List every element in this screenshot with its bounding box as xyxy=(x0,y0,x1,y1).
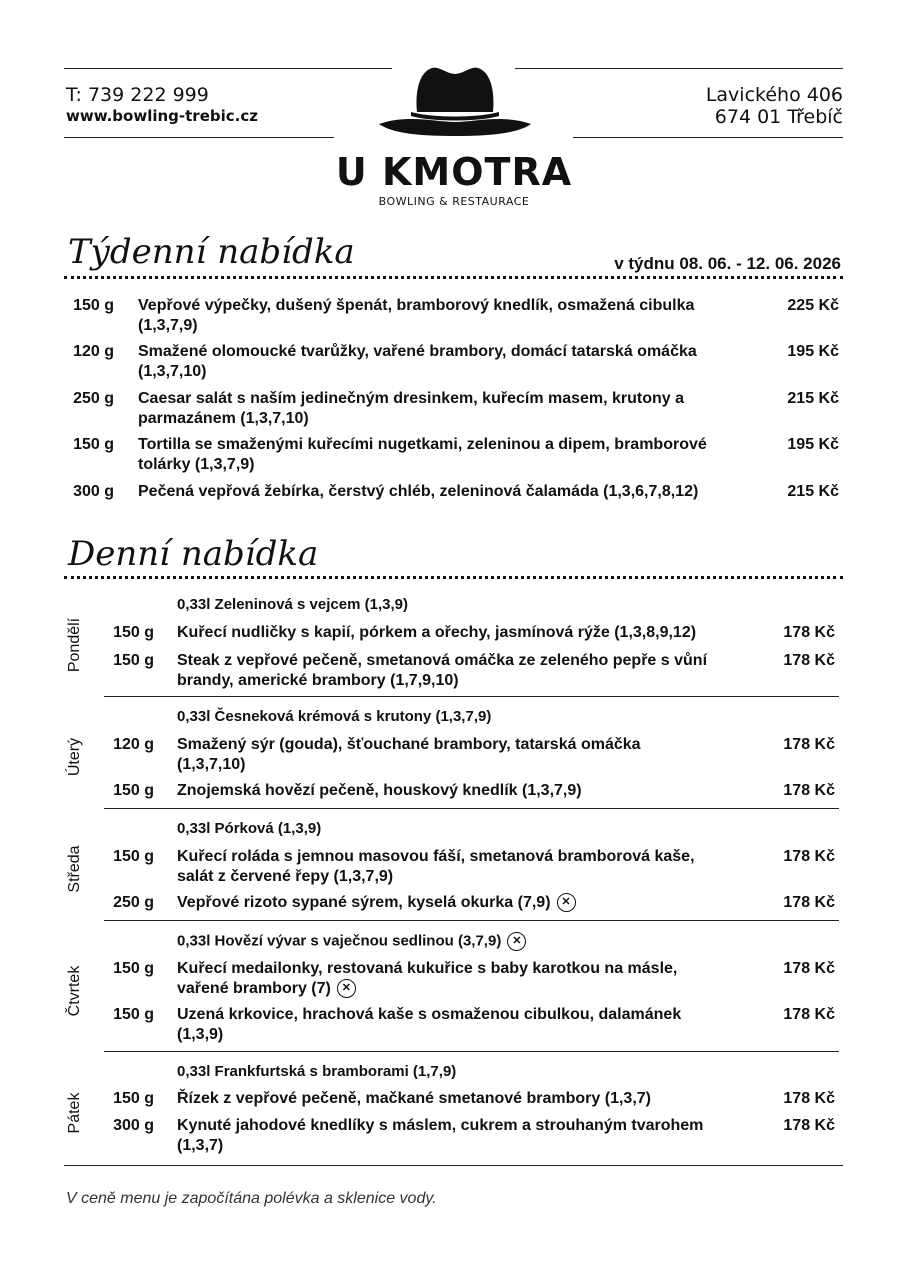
item-description xyxy=(177,651,707,671)
item-weight: 250 g xyxy=(73,390,114,407)
item-price: 215 Kč xyxy=(787,483,839,500)
item-price: 178 Kč xyxy=(783,1090,835,1107)
item-description-cont: tolárky (1,3,7,9) xyxy=(138,456,255,473)
header-rule-bottom-right xyxy=(573,137,843,138)
soup-of-day xyxy=(177,708,491,725)
brand-name: U KMOTRA xyxy=(335,150,573,194)
soup-of-day xyxy=(177,1063,456,1080)
item-description xyxy=(177,847,695,867)
item-price: 178 Kč xyxy=(783,1006,835,1023)
phone-number: T: 739 222 999 xyxy=(66,84,209,106)
header-rule-top-right xyxy=(515,68,843,69)
item-price: 225 Kč xyxy=(787,297,839,314)
item-description-cont-text: (1,3,7,10) xyxy=(177,756,246,773)
item-description-text: Uzená krkovice, hrachová kaše s osmaženou cibulkou, dalamánek xyxy=(177,1006,682,1023)
item-description-cont xyxy=(177,755,245,775)
weekly-title: Týdenní nabídka xyxy=(68,232,355,272)
item-description-cont-text: salát z červené řepy (1,3,7,9) xyxy=(177,868,394,885)
item-description xyxy=(177,1116,703,1136)
weekly-dotted-divider xyxy=(64,276,843,279)
item-description-text: Kuřecí nudličky s kapií, pórkem a ořechy, jasmínová rýže (1,3,8,9,12) xyxy=(177,624,697,641)
address-city: 674 01 Třebíč xyxy=(714,106,843,128)
no-meat-icon: ✕ xyxy=(557,893,576,912)
item-description-cont: (1,3,7,10) xyxy=(138,363,207,380)
day-divider xyxy=(104,808,839,809)
item-description: Tortilla se smaženými kuřecími nugetkami, zeleninou a dipem, bramborové xyxy=(138,436,707,453)
item-price: 178 Kč xyxy=(783,624,835,641)
item-weight: 150 g xyxy=(113,848,154,865)
item-description: Caesar salát s naším jedinečným dresinkem, kuřecím masem, krutony a xyxy=(138,390,685,407)
item-description-cont-text: vařené brambory (7) xyxy=(177,980,331,997)
item-description xyxy=(177,893,576,913)
soup-of-day xyxy=(177,596,408,613)
item-description xyxy=(177,623,696,643)
item-price: 178 Kč xyxy=(783,736,835,753)
day-divider xyxy=(104,920,839,921)
item-weight: 150 g xyxy=(113,1006,154,1023)
item-weight: 300 g xyxy=(113,1117,154,1134)
item-weight: 150 g xyxy=(113,782,154,799)
item-description: Smažené olomoucké tvarůžky, vařené brambory, domácí tatarská omáčka xyxy=(138,343,697,360)
header-rule-bottom-left xyxy=(64,137,334,138)
item-price: 178 Kč xyxy=(783,894,835,911)
item-price: 178 Kč xyxy=(783,782,835,799)
item-weight: 120 g xyxy=(113,736,154,753)
day-label: Úterý xyxy=(66,737,83,777)
item-description-cont xyxy=(177,979,356,999)
item-description-cont xyxy=(177,1136,223,1156)
item-description-cont: (1,3,7,9) xyxy=(138,317,198,334)
item-description-text: Kynuté jahodové knedlíky s máslem, cukrem a strouhaným tvarohem xyxy=(177,1117,704,1134)
item-description xyxy=(177,781,582,801)
item-price: 178 Kč xyxy=(783,960,835,977)
item-weight: 150 g xyxy=(113,624,154,641)
item-description-text: Smažený sýr (gouda), šťouchané brambory, tatarská omáčka xyxy=(177,736,641,753)
week-date-range: v týdnu 08. 06. - 12. 06. 2026 xyxy=(614,254,841,273)
no-meat-icon: ✕ xyxy=(337,979,356,998)
header-rule-top-left xyxy=(64,68,392,69)
item-description-cont xyxy=(177,671,459,691)
item-description-cont xyxy=(177,867,393,887)
daily-dotted-divider xyxy=(64,576,843,579)
item-description xyxy=(177,1089,651,1109)
item-description xyxy=(177,959,677,979)
item-price: 178 Kč xyxy=(783,848,835,865)
item-description-text: Znojemská hovězí pečeně, houskový knedlík (1,3,7,9) xyxy=(177,782,582,799)
item-description-cont-text: (1,3,9) xyxy=(177,1026,224,1043)
soup-text: 0,33l Česneková krémová s krutony (1,3,7,9) xyxy=(177,708,492,725)
day-label: Čtvrtek xyxy=(66,965,83,1016)
daily-bottom-rule xyxy=(64,1165,843,1166)
item-description-cont-text: brandy, americké brambory (1,7,9,10) xyxy=(177,672,459,689)
item-description-text: Steak z vepřové pečeně, smetanová omáčka ze zeleného pepře s vůní xyxy=(177,652,708,669)
item-description: Vepřové výpečky, dušený špenát, bramborový knedlík, osmažená cibulka xyxy=(138,297,695,314)
item-description xyxy=(177,1005,681,1025)
item-weight: 300 g xyxy=(73,483,114,500)
item-description-text: Kuřecí medailonky, restovaná kukuřice s baby karotkou na másle, xyxy=(177,960,678,977)
item-description: Pečená vepřová žebírka, čerstvý chléb, zeleninová čalamáda (1,3,6,7,8,12) xyxy=(138,483,699,500)
soup-text: 0,33l Frankfurtská s bramborami (1,7,9) xyxy=(177,1063,457,1080)
item-weight: 150 g xyxy=(113,1090,154,1107)
footnote: V ceně menu je započítána polévka a sklenice vody. xyxy=(66,1190,437,1207)
item-description-text: Řízek z vepřové pečeně, mačkané smetanové brambory (1,3,7) xyxy=(177,1090,651,1107)
item-description-cont-text: (1,3,7) xyxy=(177,1137,224,1154)
daily-title: Denní nabídka xyxy=(68,534,319,574)
day-label: Středa xyxy=(66,845,83,893)
item-description-text: Kuřecí roláda s jemnou masovou fáší, smetanová bramborová kaše, xyxy=(177,848,695,865)
soup-text: 0,33l Zeleninová s vejcem (1,3,9) xyxy=(177,596,408,613)
address-street: Lavického 406 xyxy=(705,84,843,106)
item-price: 178 Kč xyxy=(783,652,835,669)
item-weight: 150 g xyxy=(73,297,114,314)
item-weight: 250 g xyxy=(113,894,154,911)
soup-text: 0,33l Pórková (1,3,9) xyxy=(177,820,322,837)
item-description xyxy=(177,735,641,755)
item-weight: 150 g xyxy=(73,436,114,453)
website-link[interactable]: www.bowling-trebic.cz xyxy=(66,107,258,125)
item-price: 178 Kč xyxy=(783,1117,835,1134)
day-label: Pátek xyxy=(66,1092,83,1134)
item-description-cont: parmazánem (1,3,7,10) xyxy=(138,410,309,427)
day-divider xyxy=(104,696,839,697)
item-description-text: Vepřové rizoto sypané sýrem, kyselá okurka (7,9) xyxy=(177,894,551,911)
item-description-cont xyxy=(177,1025,223,1045)
no-meat-icon: ✕ xyxy=(507,932,526,951)
item-price: 195 Kč xyxy=(787,436,839,453)
day-divider xyxy=(104,1051,839,1052)
day-label: Pondělí xyxy=(66,617,83,673)
item-price: 195 Kč xyxy=(787,343,839,360)
item-weight: 150 g xyxy=(113,652,154,669)
soup-of-day xyxy=(177,932,526,951)
hat-icon xyxy=(377,62,533,142)
item-weight: 120 g xyxy=(73,343,114,360)
item-price: 215 Kč xyxy=(787,390,839,407)
brand-subtitle: BOWLING & RESTAURACE xyxy=(378,195,530,208)
soup-of-day xyxy=(177,820,321,837)
item-weight: 150 g xyxy=(113,960,154,977)
soup-text: 0,33l Hovězí vývar s vaječnou sedlinou (3,7,9) xyxy=(177,932,502,950)
